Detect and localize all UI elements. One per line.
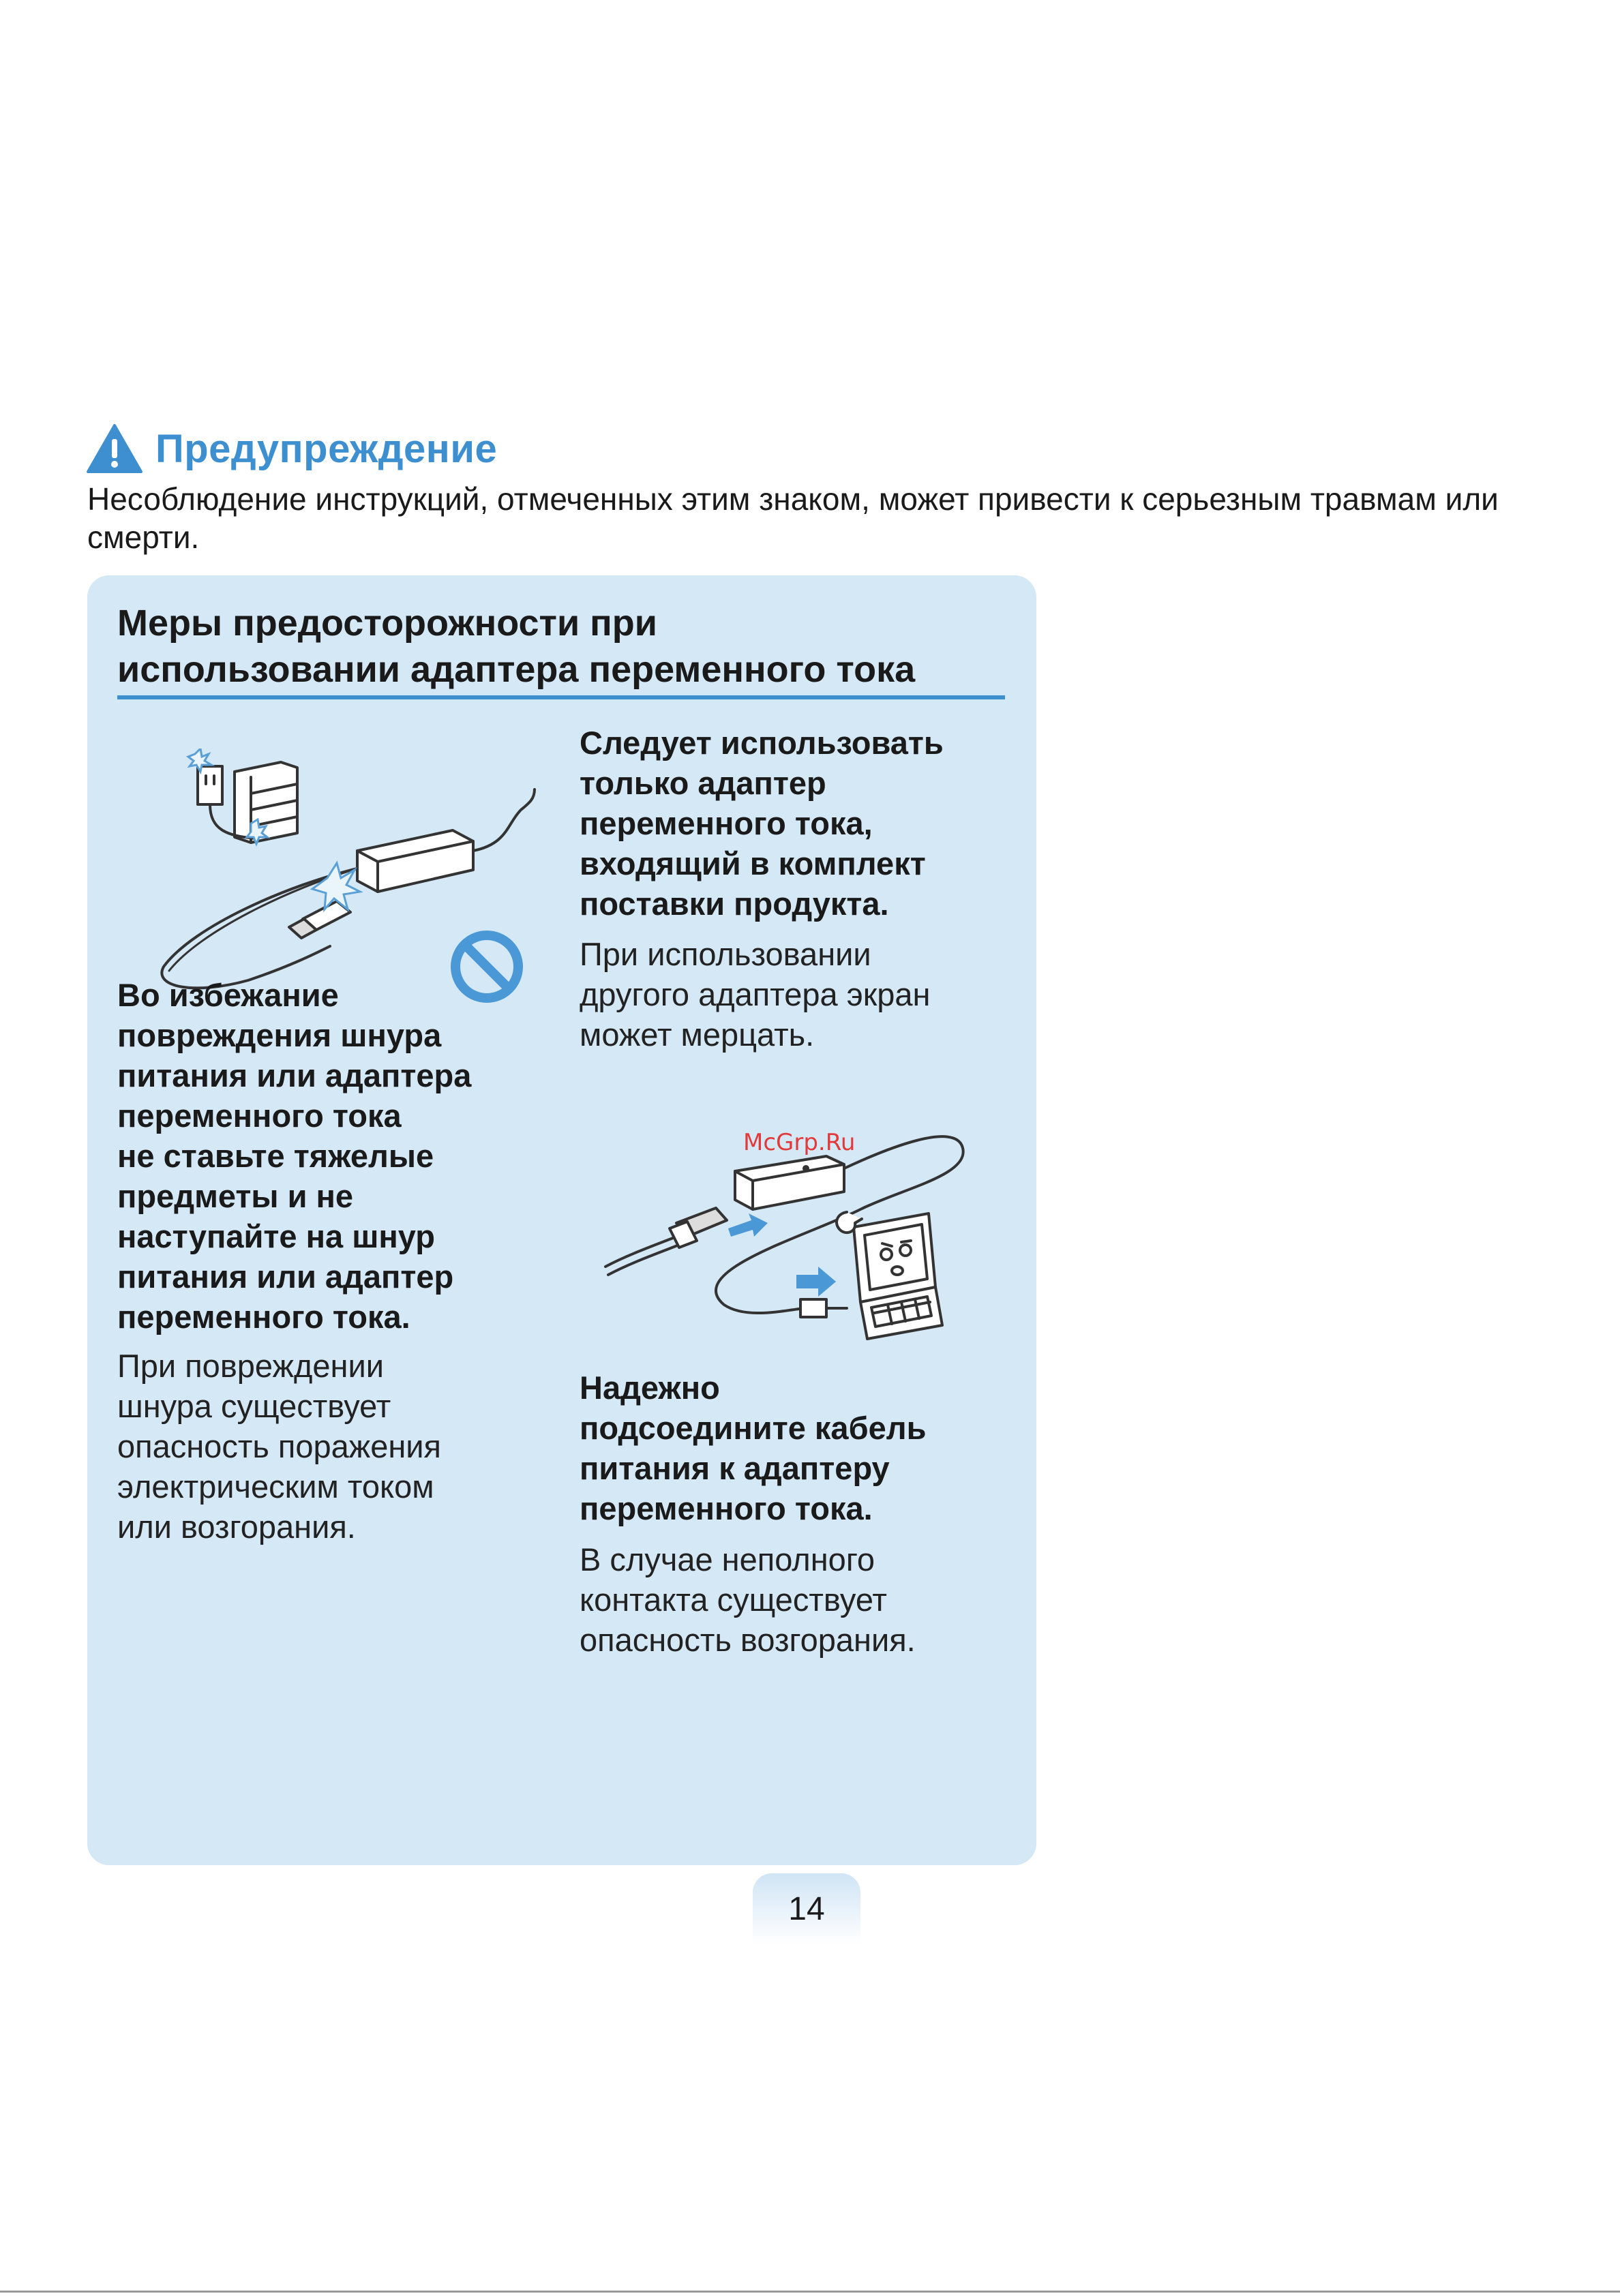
item2-body-line: другого адаптера экран [580,976,931,1012]
item1-heading-line: не ставьте тяжелые [117,1138,434,1174]
item3-body [580,1539,1023,1660]
item1-body-line: или возгорания. [117,1509,356,1545]
ac-adapter-safety-panel [87,575,1036,1865]
item1-heading-line: переменного тока [117,1098,402,1134]
item3-heading-line: переменного тока. [580,1490,873,1526]
item3-heading-line: питания к адаптеру [580,1450,890,1486]
page-number-tab [753,1873,860,1944]
item2-heading-line: Следует использовать [580,725,944,761]
item2-heading-line: входящий в комплект [580,845,926,881]
item1-heading-line: питания или адаптер [117,1258,454,1295]
item1-body [117,1346,540,1547]
item2-body [580,934,1023,1055]
item1-heading-line: предметы и не [117,1178,354,1214]
warning-title: Предупреждение [155,426,498,471]
bottom-divider [0,2291,1620,2293]
item1-heading-line: питания или адаптера [117,1057,472,1093]
item2-heading [580,723,1023,924]
item3-heading-line: Надежно [580,1370,720,1406]
cord-crush-illustration [153,749,589,1008]
warning-heading [86,421,497,476]
item3-body-line: контакта существует [580,1582,887,1618]
item3-body-line: опасность возгорания. [580,1622,916,1658]
warning-description: Несоблюдение инструкций, отмеченных этим знаком, может привести к серьезным травмам или смерти. [87,481,1499,555]
panel-title-line-1: Меры предосторожности при [117,603,657,644]
item2-heading-line: поставки продукта. [580,886,889,922]
item1-heading [117,975,540,1337]
item2-heading-line: переменного тока, [580,805,873,841]
item1-heading-line: переменного тока. [117,1299,410,1335]
item2-body-line: может мерцать. [580,1016,815,1053]
watermark: McGrp.Ru [743,1129,856,1156]
item2-heading-line: только адаптер [580,765,826,801]
title-divider [117,695,1005,699]
item3-body-line: В случае неполного [580,1541,875,1577]
item1-heading-line: Во избежание [117,977,339,1013]
item2-body-line: При использовании [580,936,871,972]
panel-title [117,600,1004,693]
item1-body-line: опасность поражения [117,1428,442,1464]
page-number: 14 [788,1890,825,1927]
item1-body-line: При повреждении [117,1348,385,1384]
panel-title-line-2: использовании адаптера переменного тока [117,649,916,690]
item1-body-line: шнура существует [117,1388,391,1424]
item3-heading [580,1368,1023,1528]
item1-body-line: электрическим током [117,1468,434,1505]
item1-heading-line: наступайте на шнур [117,1218,436,1254]
item3-heading-line: подсоедините кабель [580,1410,927,1446]
warning-triangle-icon [86,423,143,474]
item1-heading-line: повреждения шнура [117,1017,442,1053]
